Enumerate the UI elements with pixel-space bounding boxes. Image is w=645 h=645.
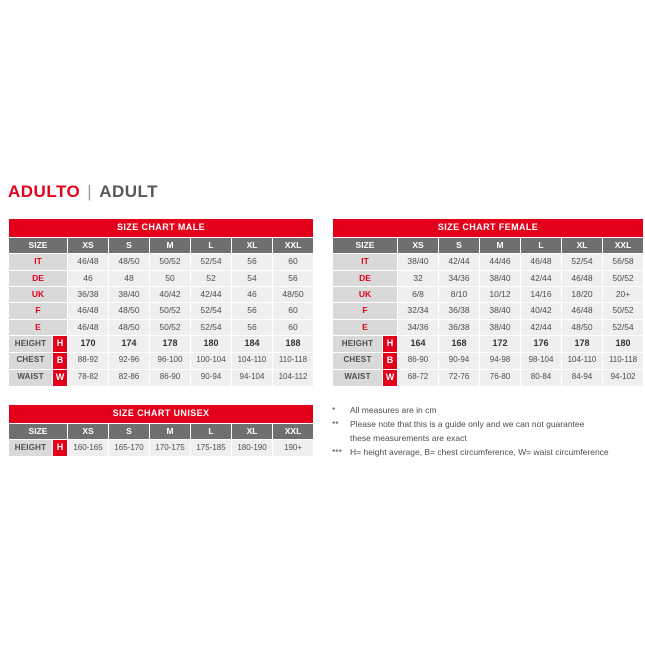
male-f-m: 50/52 — [150, 303, 191, 319]
female-size-label: SIZE — [333, 237, 398, 253]
male-waist-l: 90-94 — [191, 369, 232, 386]
female-f-s: 36/38 — [439, 303, 480, 319]
male-de-xl: 54 — [232, 270, 273, 286]
male-header-row — [9, 237, 314, 253]
female-height-s: 168 — [439, 335, 480, 352]
female-de-xl: 46/48 — [562, 270, 603, 286]
male-measure-label-height: HEIGHT — [9, 335, 53, 352]
male-e-xxl: 60 — [273, 319, 314, 335]
table-row — [333, 319, 644, 335]
female-f-m: 38/40 — [480, 303, 521, 319]
female-de-xxl: 50/52 — [603, 270, 644, 286]
female-de-s: 34/36 — [439, 270, 480, 286]
table-row — [333, 352, 644, 369]
male-measure-badge-h: H — [53, 335, 68, 352]
female-f-l: 40/42 — [521, 303, 562, 319]
table-row — [9, 440, 314, 457]
table-row — [9, 319, 314, 335]
male-it-s: 48/50 — [109, 254, 150, 270]
note-item — [332, 404, 638, 417]
female-chest-xl: 104-110 — [562, 352, 603, 369]
male-measure-badge-b: B — [53, 352, 68, 369]
male-uk-s: 38/40 — [109, 286, 150, 302]
table-row — [333, 270, 644, 286]
male-de-l: 52 — [191, 270, 232, 286]
table-row — [333, 254, 644, 270]
table-row — [9, 254, 314, 270]
male-measure-label-chest: CHEST — [9, 352, 53, 369]
chart-title-male-row — [9, 219, 314, 238]
chart-title-male: SIZE CHART MALE — [9, 219, 314, 238]
male-uk-xs: 36/38 — [68, 286, 109, 302]
female-height-m: 172 — [480, 335, 521, 352]
unisex-height-xl: 180-190 — [232, 440, 273, 457]
female-height-xl: 178 — [562, 335, 603, 352]
female-uk-l: 14/16 — [521, 286, 562, 302]
male-it-m: 50/52 — [150, 254, 191, 270]
unisex-measure-label-height: HEIGHT — [9, 440, 53, 457]
female-row-label-it: IT — [333, 254, 398, 270]
female-waist-l: 80-84 — [521, 369, 562, 386]
female-measure-label-waist: WAIST — [333, 369, 383, 386]
female-de-m: 38/40 — [480, 270, 521, 286]
male-f-s: 48/50 — [109, 303, 150, 319]
female-f-xxl: 50/52 — [603, 303, 644, 319]
male-waist-s: 82-86 — [109, 369, 150, 386]
male-size-xxl: XXL — [273, 237, 314, 253]
male-row-label-de: DE — [9, 270, 68, 286]
female-row-label-e: E — [333, 319, 398, 335]
male-chest-xxl: 110-118 — [273, 352, 314, 369]
unisex-size-xs: XS — [68, 423, 109, 439]
male-uk-l: 42/44 — [191, 286, 232, 302]
female-size-l: L — [521, 237, 562, 253]
size-chart-male — [8, 218, 314, 387]
male-e-s: 48/50 — [109, 319, 150, 335]
female-waist-xs: 68-72 — [398, 369, 439, 386]
male-f-l: 52/54 — [191, 303, 232, 319]
male-chest-l: 100-104 — [191, 352, 232, 369]
note-text-2-continued: these measurements are exact — [350, 433, 467, 444]
male-waist-xxl: 104-112 — [273, 369, 314, 386]
female-e-xs: 34/36 — [398, 319, 439, 335]
female-e-m: 38/40 — [480, 319, 521, 335]
note-marker-2: ** — [332, 419, 339, 430]
female-chest-xs: 86-90 — [398, 352, 439, 369]
male-height-xxl: 188 — [273, 335, 314, 352]
size-chart-unisex — [8, 404, 314, 457]
female-height-l: 176 — [521, 335, 562, 352]
male-it-xs: 46/48 — [68, 254, 109, 270]
table-row — [333, 303, 644, 319]
female-uk-m: 10/12 — [480, 286, 521, 302]
female-it-xl: 52/54 — [562, 254, 603, 270]
male-row-label-f: F — [9, 303, 68, 319]
male-height-xl: 184 — [232, 335, 273, 352]
male-chest-s: 92-96 — [109, 352, 150, 369]
table-row — [333, 335, 644, 352]
table-row — [9, 352, 314, 369]
note-item — [332, 418, 638, 431]
female-size-xxl: XXL — [603, 237, 644, 253]
male-chest-xl: 104-110 — [232, 352, 273, 369]
female-uk-xs: 6/8 — [398, 286, 439, 302]
female-it-s: 42/44 — [439, 254, 480, 270]
female-f-xl: 46/48 — [562, 303, 603, 319]
note-item — [332, 446, 638, 459]
female-waist-xl: 84-94 — [562, 369, 603, 386]
unisex-measure-badge-h: H — [53, 440, 68, 457]
chart-title-female: SIZE CHART FEMALE — [333, 219, 644, 238]
female-measure-label-chest: CHEST — [333, 352, 383, 369]
female-uk-xxl: 20+ — [603, 286, 644, 302]
size-chart-female — [332, 218, 644, 387]
unisex-size-l: L — [191, 423, 232, 439]
male-uk-xl: 46 — [232, 286, 273, 302]
table-row — [333, 286, 644, 302]
female-chest-l: 98-104 — [521, 352, 562, 369]
female-e-xl: 48/50 — [562, 319, 603, 335]
female-measure-label-height: HEIGHT — [333, 335, 383, 352]
table-row — [9, 270, 314, 286]
male-waist-m: 86-90 — [150, 369, 191, 386]
female-waist-s: 72-76 — [439, 369, 480, 386]
note-marker-1: * — [332, 405, 336, 415]
female-chest-s: 90-94 — [439, 352, 480, 369]
table-row — [9, 369, 314, 386]
note-marker-3: *** — [332, 446, 342, 457]
male-row-label-it: IT — [9, 254, 68, 270]
female-it-l: 46/48 — [521, 254, 562, 270]
male-e-xs: 46/48 — [68, 319, 109, 335]
chart-title-female-row — [333, 219, 644, 238]
female-height-xxl: 180 — [603, 335, 644, 352]
male-e-l: 52/54 — [191, 319, 232, 335]
male-e-m: 50/52 — [150, 319, 191, 335]
male-de-m: 50 — [150, 270, 191, 286]
female-waist-m: 76-80 — [480, 369, 521, 386]
female-uk-s: 8/10 — [439, 286, 480, 302]
chart-title-unisex: SIZE CHART UNISEX — [9, 405, 314, 424]
female-e-s: 36/38 — [439, 319, 480, 335]
male-waist-xs: 78-82 — [68, 369, 109, 386]
female-row-label-f: F — [333, 303, 398, 319]
male-measure-label-waist: WAIST — [9, 369, 53, 386]
female-it-xs: 38/40 — [398, 254, 439, 270]
male-it-xxl: 60 — [273, 254, 314, 270]
unisex-size-xl: XL — [232, 423, 273, 439]
chart-title-unisex-row — [9, 405, 314, 424]
male-height-s: 174 — [109, 335, 150, 352]
unisex-height-l: 175-185 — [191, 440, 232, 457]
female-size-xs: XS — [398, 237, 439, 253]
female-chest-xxl: 110-118 — [603, 352, 644, 369]
male-measure-badge-w: W — [53, 369, 68, 386]
female-de-l: 42/44 — [521, 270, 562, 286]
unisex-size-s: S — [109, 423, 150, 439]
note-text-3: H= height average, B= chest circumference, W= waist circumference — [350, 446, 609, 457]
female-f-xs: 32/34 — [398, 303, 439, 319]
female-de-xs: 32 — [398, 270, 439, 286]
female-it-xxl: 56/58 — [603, 254, 644, 270]
male-f-xl: 56 — [232, 303, 273, 319]
unisex-height-xxl: 190+ — [273, 440, 314, 457]
notes-block — [332, 404, 638, 460]
female-uk-xl: 18/20 — [562, 286, 603, 302]
male-de-xxl: 56 — [273, 270, 314, 286]
male-size-xs: XS — [68, 237, 109, 253]
male-row-label-e: E — [9, 319, 68, 335]
table-row — [333, 369, 644, 386]
female-measure-badge-h: H — [383, 335, 398, 352]
unisex-size-m: M — [150, 423, 191, 439]
male-it-l: 52/54 — [191, 254, 232, 270]
unisex-height-m: 170-175 — [150, 440, 191, 457]
female-size-s: S — [439, 237, 480, 253]
page-title — [8, 182, 158, 202]
male-row-label-uk: UK — [9, 286, 68, 302]
male-size-s: S — [109, 237, 150, 253]
female-waist-xxl: 94-102 — [603, 369, 644, 386]
male-height-l: 180 — [191, 335, 232, 352]
male-f-xxl: 60 — [273, 303, 314, 319]
page-title-separator: | — [87, 182, 93, 201]
female-size-m: M — [480, 237, 521, 253]
page-title-italian: ADULTO — [8, 182, 81, 201]
unisex-header-row — [9, 423, 314, 439]
female-e-xxl: 52/54 — [603, 319, 644, 335]
male-uk-xxl: 48/50 — [273, 286, 314, 302]
female-measure-badge-w: W — [383, 369, 398, 386]
male-size-l: L — [191, 237, 232, 253]
note-text-1: All measures are in cm — [350, 405, 437, 415]
female-row-label-de: DE — [333, 270, 398, 286]
male-height-m: 178 — [150, 335, 191, 352]
table-row — [9, 335, 314, 352]
male-chest-xs: 88-92 — [68, 352, 109, 369]
female-row-label-uk: UK — [333, 286, 398, 302]
male-waist-xl: 94-104 — [232, 369, 273, 386]
female-it-m: 44/46 — [480, 254, 521, 270]
female-chest-m: 94-98 — [480, 352, 521, 369]
female-height-xs: 164 — [398, 335, 439, 352]
male-de-s: 48 — [109, 270, 150, 286]
unisex-height-s: 165-170 — [109, 440, 150, 457]
unisex-size-xxl: XXL — [273, 423, 314, 439]
note-text-2: Please note that this is a guide only and we can not guarantee — [350, 419, 585, 430]
male-size-m: M — [150, 237, 191, 253]
male-size-xl: XL — [232, 237, 273, 253]
male-height-xs: 170 — [68, 335, 109, 352]
unisex-height-xs: 160-165 — [68, 440, 109, 457]
table-row — [9, 286, 314, 302]
male-de-xs: 46 — [68, 270, 109, 286]
female-header-row — [333, 237, 644, 253]
male-chest-m: 96-100 — [150, 352, 191, 369]
male-size-label: SIZE — [9, 237, 68, 253]
female-measure-badge-b: B — [383, 352, 398, 369]
page-title-english: ADULT — [99, 182, 159, 201]
male-uk-m: 40/42 — [150, 286, 191, 302]
table-row — [9, 303, 314, 319]
male-e-xl: 56 — [232, 319, 273, 335]
female-size-xl: XL — [562, 237, 603, 253]
male-f-xs: 46/48 — [68, 303, 109, 319]
female-e-l: 42/44 — [521, 319, 562, 335]
male-it-xl: 56 — [232, 254, 273, 270]
unisex-size-label: SIZE — [9, 423, 68, 439]
